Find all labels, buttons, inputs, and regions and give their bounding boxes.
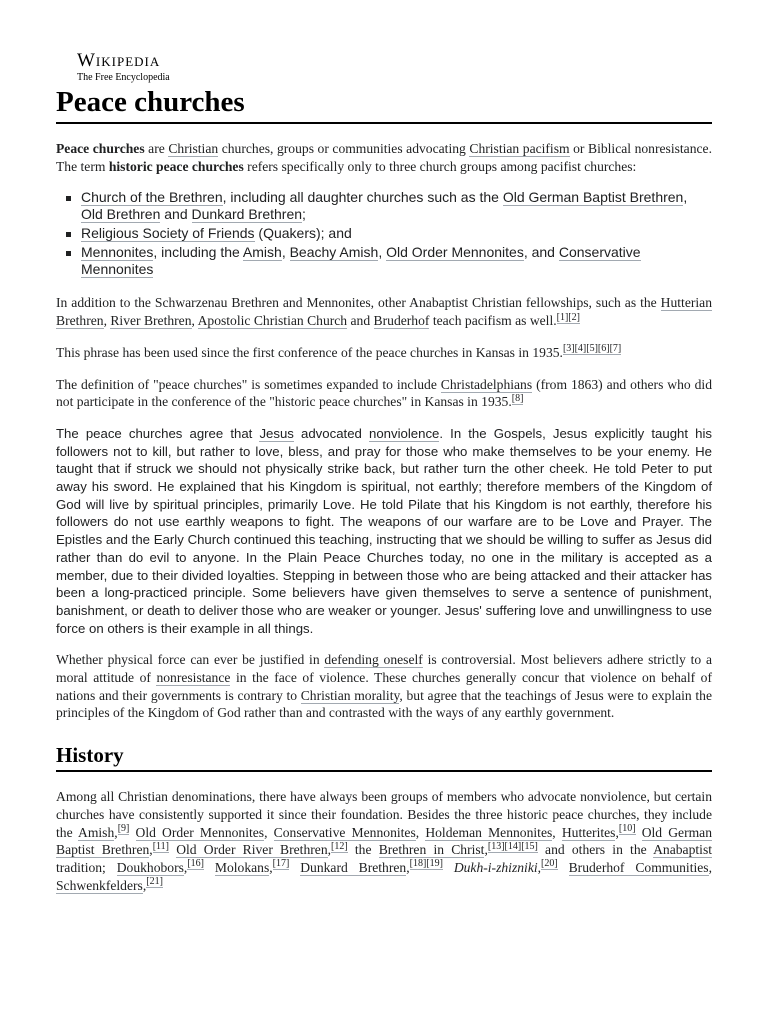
text: , — [149, 842, 153, 858]
italic-term: Dukh-i-zhizniki — [453, 859, 538, 875]
text: , including all daughter churches such as the — [222, 189, 503, 206]
link-molokans[interactable]: Molokans — [214, 859, 270, 875]
list-item — [81, 244, 712, 278]
link-dunkard-brethren[interactable]: Dunkard Brethren — [300, 859, 407, 875]
citation-link[interactable]: [16] — [187, 858, 204, 870]
text: , — [264, 824, 274, 840]
link-brethren-in-christ[interactable]: Brethren in Christ — [378, 842, 485, 858]
link-christian-pacifism[interactable]: Christian pacifism — [469, 141, 570, 156]
text: , — [484, 842, 488, 858]
text — [443, 860, 454, 875]
text: , — [537, 859, 542, 875]
text: In addition to the Schwarzenau Brethren and Mennonites, other Anabaptist Christian fellowships, such as the — [56, 295, 661, 311]
list-item — [81, 225, 712, 242]
text: or Biblical nonresistance. The term — [56, 141, 712, 174]
wikipedia-logo[interactable] — [77, 50, 237, 84]
link-old-order-river-brethren[interactable]: Old Order River Brethren — [176, 842, 328, 858]
text: , — [708, 859, 712, 875]
text: , including the — [153, 244, 243, 261]
article-body — [56, 140, 712, 908]
list-item — [81, 189, 712, 223]
text: , — [183, 859, 188, 875]
link-hutterian-brethren[interactable]: Hutterian Brethren — [56, 295, 712, 329]
link-schwenkfelders[interactable]: Schwenkfelders — [56, 877, 143, 893]
link-amish[interactable]: Amish — [242, 244, 282, 261]
text: tradition; — [56, 859, 117, 875]
paragraph-anabaptist — [56, 294, 712, 329]
text: , — [191, 313, 198, 329]
text: are — [144, 141, 169, 156]
intro-paragraph — [56, 140, 712, 175]
text: the — [347, 842, 379, 858]
link-amish[interactable]: Amish — [78, 824, 115, 840]
citation-link[interactable]: [12] — [331, 840, 348, 852]
text: The peace churches agree that — [56, 425, 260, 441]
text: and — [347, 313, 374, 329]
text: (Quakers); and — [254, 225, 352, 242]
link-religious-society-of-friends[interactable]: Religious Society of Friends — [81, 225, 255, 242]
paragraph-history — [56, 788, 712, 894]
citation-link[interactable]: [17] — [272, 858, 290, 870]
text: , — [615, 824, 619, 840]
citation-link[interactable]: [8] — [511, 392, 524, 404]
text: churches, groups or communities advocating — [218, 141, 470, 156]
link-christian[interactable]: Christian — [168, 141, 219, 156]
link-old-brethren[interactable]: Old Brethren — [81, 206, 161, 223]
text: , — [281, 244, 290, 261]
link-church-of-the-brethren[interactable]: Church of the Brethren — [81, 189, 223, 206]
citation-link[interactable]: [13][14][15] — [487, 840, 538, 852]
bold-term: historic peace churches — [108, 158, 244, 174]
link-river-brethren[interactable]: River Brethren — [110, 313, 192, 329]
link-apostolic-christian-church[interactable]: Apostolic Christian Church — [197, 313, 348, 329]
page-title: Peace churches — [56, 82, 712, 124]
link-defending-oneself[interactable]: defending oneself — [324, 652, 423, 668]
link-holdeman-mennonites[interactable]: Holdeman Mennonites — [425, 824, 553, 840]
citation-link[interactable]: [3][4][5][6][7] — [562, 343, 622, 355]
link-christian-morality[interactable]: Christian morality — [300, 687, 400, 703]
citation-link[interactable]: [21] — [146, 876, 163, 888]
text: and others in the — [537, 842, 654, 858]
link-dunkard-brethren[interactable]: Dunkard Brethren — [191, 206, 303, 223]
link-bruderhof-communities[interactable]: Bruderhof Communities — [568, 859, 709, 875]
logo-wordmark: Wikipedia — [77, 50, 161, 71]
link-conservative-mennonites[interactable]: Conservative Mennonites — [273, 824, 416, 840]
text: . In the Gospels, Jesus explicitly taught his followers not to kill, but rather to love, bless, and pray for those who make themselves to be your enemy. He taught that if struck we should not physically strike back, but rather turn the other cheek. He told Peter to put away his sword. He explained that his Kingdom is spiritual, not earthly; therefore members of the Kingdom of God will live by spiritual principles, primarily Love. He told Pilate that his Kingdom is not earthly, therefore his followers do not use earthly weapons to fight. The weapons of our warfare are to be Love and Prayer. The Epistles and the Early Church continued this teaching, instructing that we should be willing to suffer as Jesus did rather than do evil to anyone. In the Plain Peace Churches today, no one in the military is accepted as a member, due to their divided loyalties. Stepping in between those who are being attacked and their attacker has been a long-practiced principle. Some believers have given themselves to serve a sentence of punishment, banishment, or death to deliver those who are weaker or younger. Jesus' suffering love and unwillingness to use force on others is their example in all things. — [56, 425, 712, 636]
paragraph-definition — [56, 376, 712, 411]
paragraph-physical-force — [56, 651, 712, 722]
text: advocated — [293, 425, 369, 441]
paragraph-phrase — [56, 344, 712, 362]
text: (from 1863) and others who did not participate in the conference of the "historic peace churches" in Kansas in 1935. — [56, 376, 712, 410]
link-hutterites[interactable]: Hutterites — [561, 824, 616, 840]
text: , — [406, 859, 410, 875]
text — [204, 860, 215, 875]
text: is controversial. Most believers adhere strictly to a moral attitude of — [56, 652, 712, 686]
text: The definition of "peace churches" is sometimes expanded to include — [56, 376, 441, 392]
text: refers specifically only to three church groups among pacifist churches: — [243, 158, 637, 174]
link-jesus[interactable]: Jesus — [259, 425, 294, 441]
text: , — [552, 824, 562, 840]
link-old-order-mennonites[interactable]: Old Order Mennonites — [135, 824, 265, 840]
text — [636, 825, 642, 840]
citation-link[interactable]: [11] — [152, 840, 169, 852]
text: , and — [523, 244, 559, 261]
citation-link[interactable]: [20] — [541, 858, 558, 870]
text: , — [142, 877, 147, 893]
link-conservative-mennonites[interactable]: Conservative Mennonites — [81, 244, 641, 278]
link-old-german-baptist-brethren[interactable]: Old German Baptist Brethren — [502, 189, 684, 206]
paragraph-jesus-teaching — [56, 425, 712, 637]
text: , — [683, 189, 688, 206]
section-heading-history: History — [56, 740, 712, 772]
text: , — [103, 313, 111, 329]
link-christadelphians[interactable]: Christadelphians — [440, 376, 533, 392]
link-beachy-amish[interactable]: Beachy Amish — [289, 244, 379, 261]
text — [289, 860, 300, 875]
link-anabaptist[interactable]: Anabaptist — [653, 842, 713, 858]
text: ; — [302, 206, 306, 223]
text: , but agree that the teachings of Jesus were to explain the principles of the Kingdom of God rather than and contrasted with the ways of any earthly government. — [56, 687, 713, 721]
text: This phrase has been used since the first conference of the peace churches in Kansas in 1935. — [56, 344, 563, 360]
text — [129, 825, 135, 840]
text: , — [415, 824, 426, 840]
text: Among all Christian denominations, there have always been groups of members who advocate nonviolence, but certain churches have consistently supported it since their foundation. Besides the three historic peace churches, they include the — [56, 789, 712, 840]
link-old-german-baptist-brethren[interactable]: Old German Baptist Brethren — [56, 824, 713, 858]
link-nonresistance[interactable]: nonresistance — [156, 670, 231, 686]
citation-link[interactable]: [10] — [618, 823, 636, 835]
citation-link[interactable]: [18][19] — [409, 858, 443, 870]
text: , — [114, 824, 118, 840]
citation-link[interactable]: [1][2] — [556, 311, 580, 323]
citation-link[interactable]: [9] — [117, 823, 130, 835]
text — [558, 860, 569, 875]
text: , — [269, 859, 273, 875]
text: , — [378, 244, 387, 261]
text: Whether physical force can ever be justified in — [56, 652, 325, 668]
text: , — [327, 842, 332, 858]
bold-term: Peace churches — [56, 141, 145, 156]
link-nonviolence[interactable]: nonviolence — [368, 425, 440, 441]
link-bruderhof[interactable]: Bruderhof — [373, 313, 430, 329]
link-old-order-mennonites[interactable]: Old Order Mennonites — [386, 244, 524, 261]
text: teach pacifism as well. — [429, 313, 557, 329]
link-mennonites[interactable]: Mennonites — [81, 244, 154, 261]
text: in the face of violence. These churches generally concur that violence on behalf of nations and their governments is contrary to — [56, 670, 712, 703]
logo-tagline: The Free Encyclopedia — [77, 72, 170, 83]
church-list — [56, 189, 712, 278]
text: and — [160, 206, 192, 223]
link-doukhobors[interactable]: Doukhobors — [116, 859, 184, 875]
